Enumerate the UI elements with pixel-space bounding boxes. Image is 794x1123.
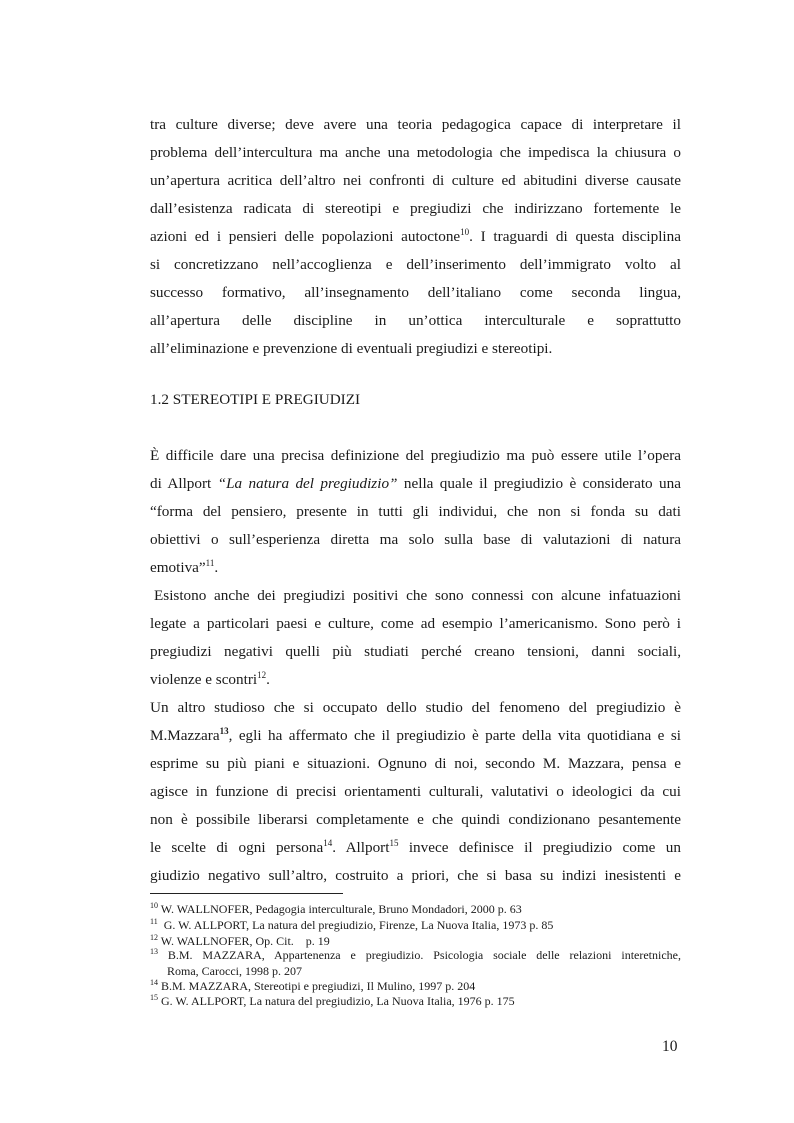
footnote-ref: 12 <box>257 670 267 680</box>
footnote-ref: 13 <box>219 726 229 736</box>
footnote-text: W. WALLNOFER, Pedagogia interculturale, Bruno Mondadori, 2000 p. 63 <box>158 902 522 916</box>
footnote-ref: 10 <box>460 227 470 237</box>
text-segment: violenze e scontri <box>150 671 258 688</box>
text-line <box>150 558 681 578</box>
footnote-number: 11 <box>150 917 158 926</box>
footnote <box>150 948 681 963</box>
footnote-text: B.M. MAZZARA, Stereotipi e pregiudizi, Il Mulino, 1997 p. 204 <box>158 979 476 993</box>
text-segment: invece definisce il pregiudizio come un <box>398 839 681 856</box>
text-line: “forma del pensiero, presente in tutti gli individui, che non si fonda su dati <box>150 503 681 520</box>
text-line <box>150 670 681 690</box>
footnote-text: W. WALLNOFER, Op. Cit. p. 19 <box>158 934 330 948</box>
text-line: problema dell’intercultura ma anche una metodologia che impedisca la chiusura o <box>150 144 681 161</box>
footnote-text: G. W. ALLPORT, La natura del pregiudizio, Firenze, La Nuova Italia, 1973 p. 85 <box>157 918 554 932</box>
text-line: È difficile dare una precisa definizione del pregiudizio ma può essere utile l’opera <box>150 447 681 464</box>
footnote-ref: 14 <box>323 838 333 848</box>
footnote-ref: 15 <box>389 838 399 848</box>
book-title: “La natura del pregiudizio” <box>217 475 398 492</box>
text-line: obiettivi o sull’esperienza diretta ma solo sulla base di valutazioni di natura <box>150 531 681 548</box>
text-segment: , egli ha affermato che il pregiudizio è parte della vita quotidiana e si <box>228 727 681 744</box>
text-line: giudizio negativo sull’altro, costruito a priori, che si basa su indizi inesistenti e <box>150 867 681 884</box>
footnote-separator <box>150 893 343 894</box>
text-line: legate a particolari paesi e culture, come ad esempio l’americanismo. Sono però i <box>150 615 681 632</box>
text-line: all’eliminazione e prevenzione di eventuali pregiudizi e stereotipi. <box>150 340 553 357</box>
text-segment: . <box>266 671 270 688</box>
text-line: un’apertura acritica dell’altro nei confronti di culture ed abitudini diverse causate <box>150 172 681 189</box>
footnote-number: 10 <box>150 901 158 910</box>
footnote-ref: 11 <box>205 558 215 568</box>
text-line: Esistono anche dei pregiudizi positivi che sono connessi con alcune infatuazioni <box>154 587 681 604</box>
footnote <box>150 918 553 933</box>
text-line <box>150 474 681 494</box>
section-heading: 1.2 STEREOTIPI E PREGIUDIZI <box>150 391 361 408</box>
text-line: successo formativo, all’insegnamento dell’italiano come seconda lingua, <box>150 284 681 301</box>
footnote <box>150 934 330 949</box>
footnote-continuation: Roma, Carocci, 1998 p. 207 <box>167 964 302 978</box>
text-line <box>150 227 681 247</box>
text-segment: M.Mazzara <box>150 727 220 744</box>
page-number: 10 <box>662 1038 678 1055</box>
footnote <box>150 994 515 1009</box>
text-segment: le scelte di ogni persona <box>150 839 324 856</box>
footnote-number: 15 <box>150 993 158 1002</box>
text-segment: . I traguardi di questa disciplina <box>469 228 681 245</box>
text-segment: . <box>214 559 219 576</box>
text-segment: di Allport <box>150 475 218 492</box>
footnote-number: 14 <box>150 978 158 987</box>
text-line: si concretizzano nell’accoglienza e dell’inserimento dell’immigrato volto al <box>150 256 681 273</box>
text-segment: nella quale il pregiudizio è considerato una <box>397 475 681 492</box>
text-line: non è possibile liberarsi completamente e che quindi condizionano pesantemente <box>150 811 681 828</box>
footnote <box>150 902 522 917</box>
text-line: dall’esistenza radicata di stereotipi e pregiudizi che indirizzano fortemente le <box>150 200 681 217</box>
footnote <box>150 979 475 994</box>
footnote-number: 13 <box>150 947 158 956</box>
text-segment: . Allport <box>332 839 390 856</box>
text-line: esprime su più piani e situazioni. Ognuno di noi, secondo M. Mazzara, pensa e <box>150 755 681 772</box>
text-line: pregiudizi negativi quelli più studiati perché creano tensioni, danni sociali, <box>150 643 681 660</box>
footnote-text: B.M. MAZZARA, Appartenenza e pregiudizio. Psicologia sociale delle relazioni interetniche, <box>158 948 681 962</box>
text-line: Un altro studioso che si occupato dello studio del fenomeno del pregiudizio è <box>150 699 681 716</box>
footnote-number: 12 <box>150 933 158 942</box>
text-line: all’apertura delle discipline in un’ottica interculturale e soprattutto <box>150 312 681 329</box>
text-segment: emotiva” <box>150 559 206 576</box>
footnote-text: G. W. ALLPORT, La natura del pregiudizio, La Nuova Italia, 1976 p. 175 <box>158 994 515 1008</box>
text-line <box>150 838 681 858</box>
text-line <box>150 726 681 746</box>
text-segment: azioni ed i pensieri delle popolazioni autoctone <box>150 228 461 245</box>
text-line: tra culture diverse; deve avere una teoria pedagogica capace di interpretare il <box>150 116 681 133</box>
text-line: agisce in funzione di precisi orientamenti culturali, valutativi o ideologici da cui <box>150 783 681 800</box>
